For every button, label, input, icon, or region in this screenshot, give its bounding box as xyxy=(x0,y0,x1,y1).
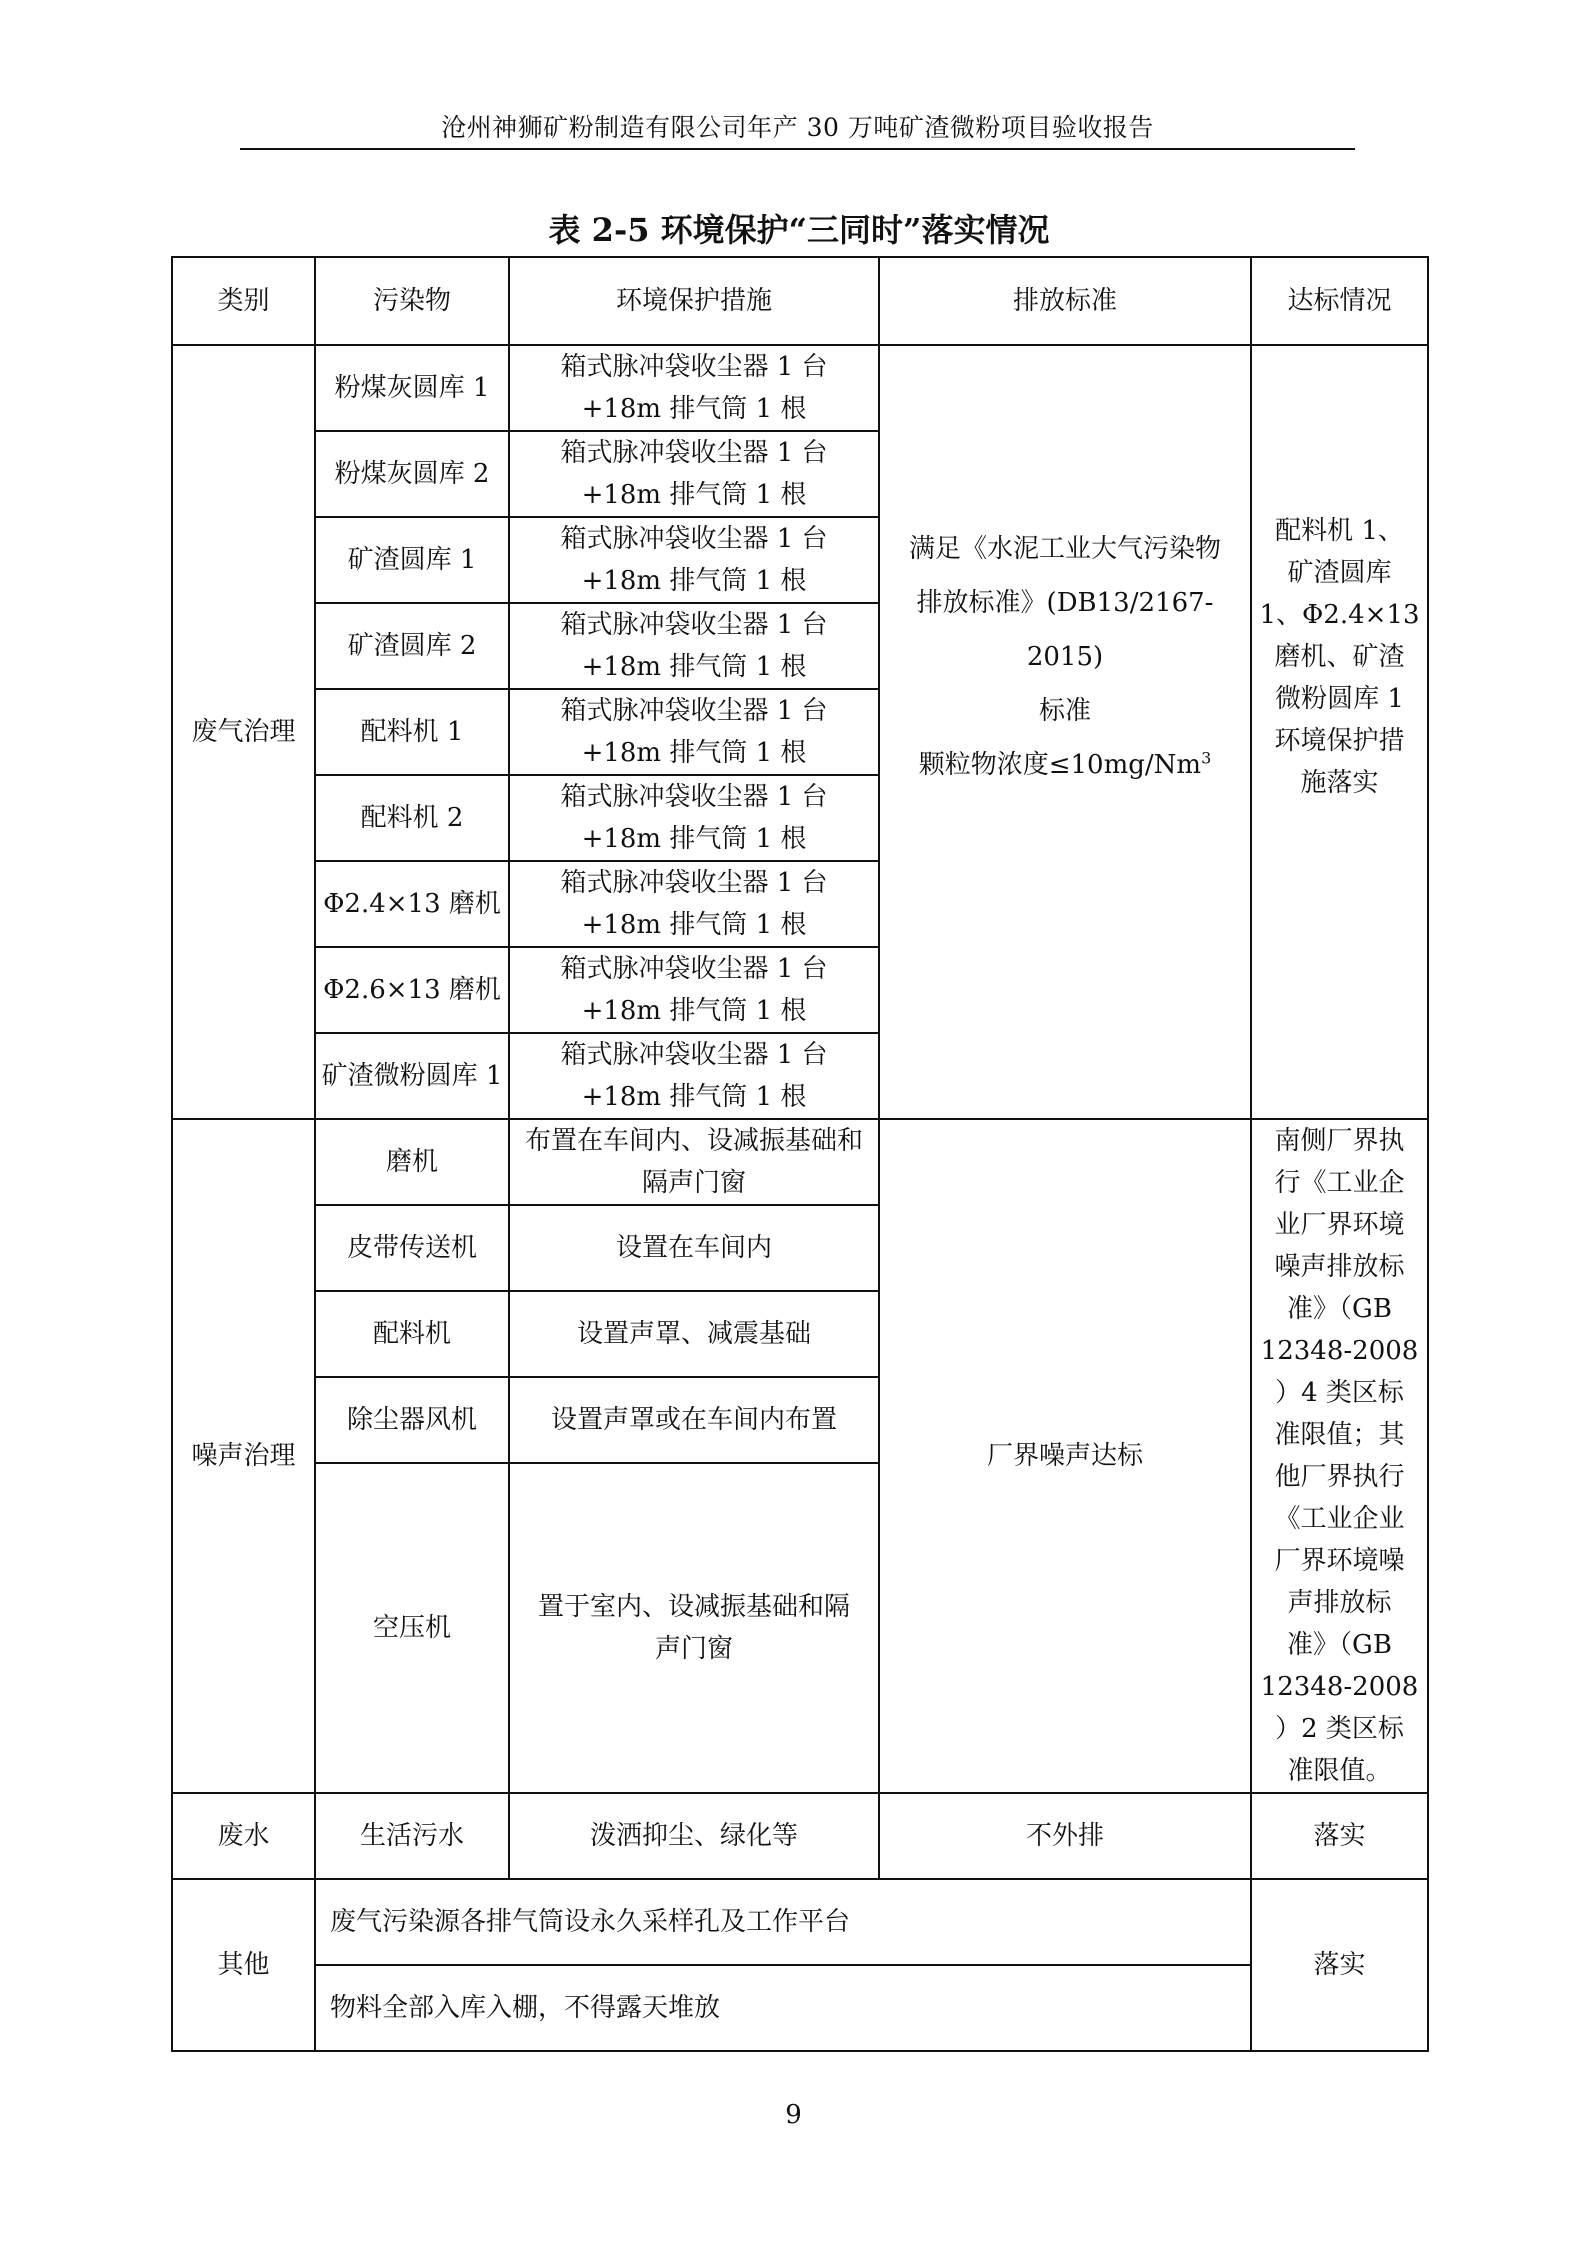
measure-line: +18m 排气筒 1 根 xyxy=(581,652,807,682)
compliance-line: 厂界环境噪 xyxy=(1274,1546,1405,1576)
table-row xyxy=(172,1879,1428,1965)
compliance-line: ）4 类区标 xyxy=(1275,1378,1404,1408)
table-row xyxy=(172,1965,1428,2051)
compliance-line: 12348-2008 xyxy=(1260,1672,1419,1702)
compliance-line: 矿渣圆库 xyxy=(1287,558,1392,588)
measure-cell xyxy=(509,603,879,689)
measure-line: +18m 排气筒 1 根 xyxy=(581,1082,807,1112)
compliance-line: 《工业企业 xyxy=(1274,1504,1405,1534)
pollutant-cell: 矿渣微粉圆库 1 xyxy=(315,1033,509,1119)
compliance-line: ）2 类区标 xyxy=(1275,1714,1404,1744)
compliance-cell-gas xyxy=(1251,345,1428,1119)
category-cell-water: 废水 xyxy=(172,1793,315,1879)
compliance-line: 准》（GB xyxy=(1287,1294,1392,1324)
compliance-line: 微粉圆库 1 xyxy=(1275,684,1404,714)
measure-line: +18m 排气筒 1 根 xyxy=(581,738,807,768)
compliance-line: 业厂界环境 xyxy=(1274,1210,1405,1240)
standard-line: 满足《水泥工业大气污染物 xyxy=(908,534,1221,564)
measure-line: +18m 排气筒 1 根 xyxy=(581,566,807,596)
other-item-cell: 废气污染源各排气筒设永久采样孔及工作平台 xyxy=(315,1879,1251,1965)
three-simultaneous-table xyxy=(171,256,1429,2052)
measure-cell xyxy=(509,1033,879,1119)
standard-cell-water: 不外排 xyxy=(879,1793,1251,1879)
column-header-compliance: 达标情况 xyxy=(1251,257,1428,345)
standard-line-limit xyxy=(883,738,1247,792)
pollutant-cell: 磨机 xyxy=(315,1119,509,1205)
compliance-line: 他厂界执行 xyxy=(1274,1462,1405,1492)
pollutant-cell: 配料机 xyxy=(315,1291,509,1377)
measure-line: +18m 排气筒 1 根 xyxy=(581,480,807,510)
category-cell-other: 其他 xyxy=(172,1879,315,2051)
compliance-line: 声排放标 xyxy=(1287,1588,1392,1618)
category-cell-noise: 噪声治理 xyxy=(172,1119,315,1793)
column-header-category: 类别 xyxy=(172,257,315,345)
measure-cell xyxy=(509,775,879,861)
pollutant-cell: 粉煤灰圆库 1 xyxy=(315,345,509,431)
compliance-line: 准限值。 xyxy=(1287,1756,1392,1786)
compliance-line: 准》（GB xyxy=(1287,1630,1392,1660)
compliance-line: 环境保护措 xyxy=(1274,726,1405,756)
pollutant-cell: 配料机 2 xyxy=(315,775,509,861)
header-divider xyxy=(240,148,1355,150)
measure-cell: 泼洒抑尘、绿化等 xyxy=(509,1793,879,1879)
measure-line: +18m 排气筒 1 根 xyxy=(581,824,807,854)
pollutant-cell: 矿渣圆库 1 xyxy=(315,517,509,603)
compliance-cell-water: 落实 xyxy=(1251,1793,1428,1879)
pollutant-cell: 粉煤灰圆库 2 xyxy=(315,431,509,517)
standard-limit-text: 颗粒物浓度≤10mg/Nm xyxy=(918,750,1202,780)
measure-line: 箱式脉冲袋收尘器 1 台 xyxy=(560,954,828,984)
compliance-cell-other: 落实 xyxy=(1251,1879,1428,2051)
other-item-cell: 物料全部入库入棚，不得露天堆放 xyxy=(315,1965,1251,2051)
measure-cell: 设置在车间内 xyxy=(509,1205,879,1291)
measure-line: +18m 排气筒 1 根 xyxy=(581,996,807,1026)
measure-line: 箱式脉冲袋收尘器 1 台 xyxy=(560,524,828,554)
compliance-line: 1、Φ2.4×13 xyxy=(1259,600,1420,630)
measure-cell xyxy=(509,1463,879,1793)
measure-line: +18m 排气筒 1 根 xyxy=(581,910,807,940)
measure-cell xyxy=(509,861,879,947)
measure-cell xyxy=(509,517,879,603)
measure-cell xyxy=(509,947,879,1033)
category-cell-gas: 废气治理 xyxy=(172,345,315,1119)
column-header-measure: 环境保护措施 xyxy=(509,257,879,345)
compliance-line: 施落实 xyxy=(1300,768,1379,798)
standard-line: 排放标准》(DB13/2167-2015) xyxy=(916,588,1214,672)
column-header-pollutant: 污染物 xyxy=(315,257,509,345)
standard-limit-superscript: 3 xyxy=(1201,748,1212,768)
measure-cell: 设置声罩或在车间内布置 xyxy=(509,1377,879,1463)
measure-line: 箱式脉冲袋收尘器 1 台 xyxy=(560,610,828,640)
pollutant-cell: 生活污水 xyxy=(315,1793,509,1879)
measure-line: 声门窗 xyxy=(654,1634,733,1664)
measure-cell xyxy=(509,1119,879,1205)
measure-line: 置于室内、设减振基础和隔 xyxy=(537,1592,850,1622)
table-caption: 表 2-5 环境保护“三同时”落实情况 xyxy=(548,211,1050,249)
measure-cell: 设置声罩、减震基础 xyxy=(509,1291,879,1377)
standard-cell-gas xyxy=(879,345,1251,1119)
compliance-line: 行《工业企 xyxy=(1274,1168,1405,1198)
compliance-line: 南侧厂界执 xyxy=(1274,1126,1405,1156)
compliance-line: 12348-2008 xyxy=(1260,1336,1419,1366)
standard-cell-noise: 厂界噪声达标 xyxy=(879,1119,1251,1793)
pollutant-cell: 除尘器风机 xyxy=(315,1377,509,1463)
page-number: 9 xyxy=(785,2100,802,2130)
measure-line: 布置在车间内、设减振基础和 xyxy=(524,1126,863,1156)
measure-line: +18m 排气筒 1 根 xyxy=(581,394,807,424)
column-header-standard: 排放标准 xyxy=(879,257,1251,345)
measure-cell xyxy=(509,689,879,775)
pollutant-cell: 空压机 xyxy=(315,1463,509,1793)
compliance-line: 配料机 1、 xyxy=(1275,516,1404,546)
measure-line: 隔声门窗 xyxy=(641,1168,746,1198)
page-header: 沧州神狮矿粉制造有限公司年产 30 万吨矿渣微粉项目验收报告 xyxy=(441,113,1154,142)
pollutant-cell: 矿渣圆库 2 xyxy=(315,603,509,689)
table-row xyxy=(172,1119,1428,1205)
measure-line: 箱式脉冲袋收尘器 1 台 xyxy=(560,352,828,382)
measure-line: 箱式脉冲袋收尘器 1 台 xyxy=(560,1040,828,1070)
table-row xyxy=(172,1793,1428,1879)
measure-line: 箱式脉冲袋收尘器 1 台 xyxy=(560,868,828,898)
measure-cell xyxy=(509,345,879,431)
compliance-line: 磨机、矿渣 xyxy=(1274,642,1405,672)
measure-line: 箱式脉冲袋收尘器 1 台 xyxy=(560,696,828,726)
compliance-line: 准限值；其 xyxy=(1274,1420,1405,1450)
measure-cell xyxy=(509,431,879,517)
pollutant-cell: Φ2.6×13 磨机 xyxy=(315,947,509,1033)
measure-line: 箱式脉冲袋收尘器 1 台 xyxy=(560,438,828,468)
standard-line: 标准 xyxy=(1038,696,1091,726)
table-row xyxy=(172,345,1428,431)
compliance-line: 噪声排放标 xyxy=(1274,1252,1405,1282)
measure-line: 箱式脉冲袋收尘器 1 台 xyxy=(560,782,828,812)
compliance-cell-noise xyxy=(1251,1119,1428,1793)
pollutant-cell: 皮带传送机 xyxy=(315,1205,509,1291)
pollutant-cell: Φ2.4×13 磨机 xyxy=(315,861,509,947)
table-header-row xyxy=(172,257,1428,345)
pollutant-cell: 配料机 1 xyxy=(315,689,509,775)
